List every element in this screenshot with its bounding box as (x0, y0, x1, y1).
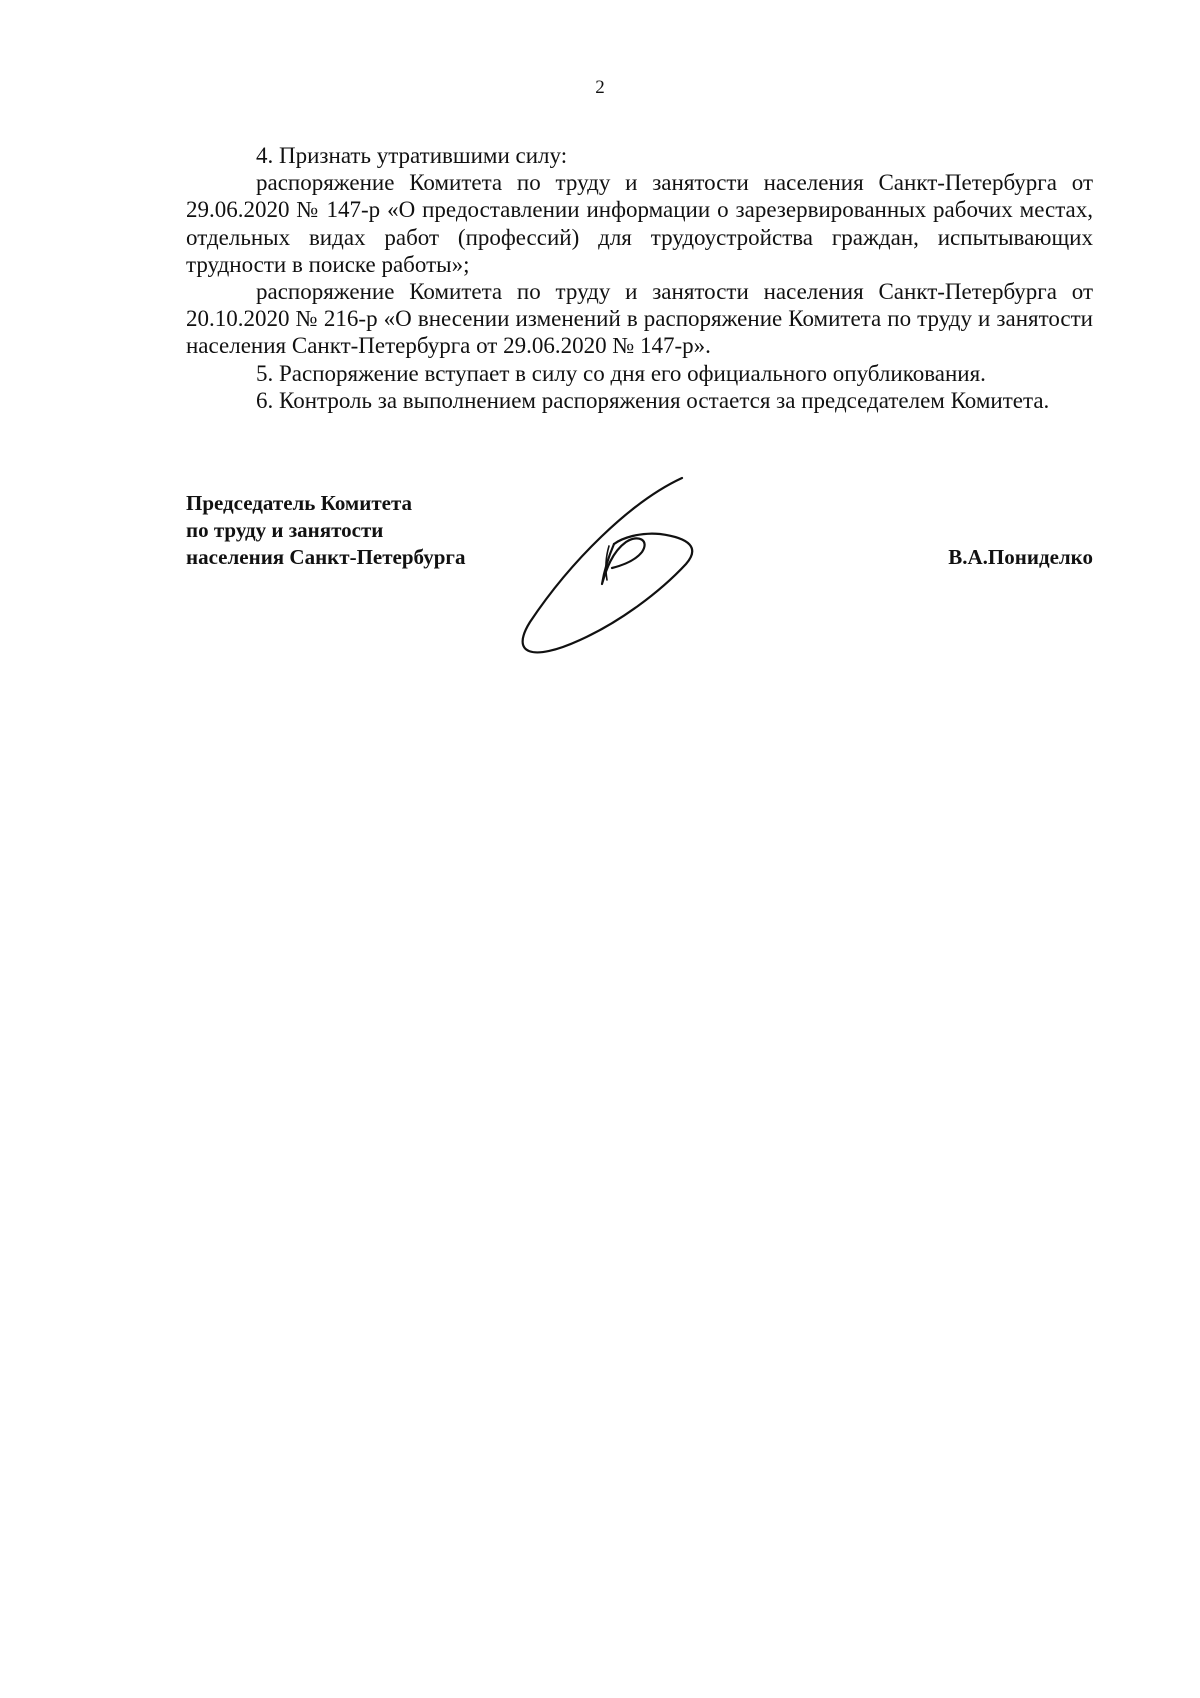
signatory-title (186, 490, 465, 571)
paragraph-item-5: 5. Распоряжение вступает в силу со дня его официального опубликования. (256, 360, 986, 386)
paragraph-order-216-r: распоряжение Комитета по труду и занятости населения Санкт-Петербурга от 20.10.2020 № 216-р «О внесении изменений в распоряжение Комитета по труду и занятости населения Санкт-Петербурга от 29.06.2020 № 147-р». (186, 279, 1093, 359)
paragraph-item-6: 6. Контроль за выполнением распоряжения остается за председателем Комитета. (256, 387, 1050, 413)
document-body (186, 142, 1093, 414)
handwritten-signature-icon (510, 472, 730, 662)
page-number: 2 (595, 77, 605, 98)
signatory-title-line: по труду и занятости (186, 518, 384, 542)
paragraph-item-4: 4. Признать утратившими силу: (256, 143, 568, 168)
paragraph-order-147-r: распоряжение Комитета по труду и занятости населения Санкт-Петербурга от 29.06.2020 № 147-р «О предоставлении информации о зарезервированных рабочих местах, отдельных видах работ (профессий) для трудоустройства граждан, испытывающих трудности в поиске работы»; (186, 170, 1093, 277)
signatory-title-line: населения Санкт-Петербурга (186, 545, 466, 569)
signatory-title-line: Председатель Комитета (186, 491, 413, 515)
signatory-name: В.А.Пониделко (948, 545, 1093, 569)
